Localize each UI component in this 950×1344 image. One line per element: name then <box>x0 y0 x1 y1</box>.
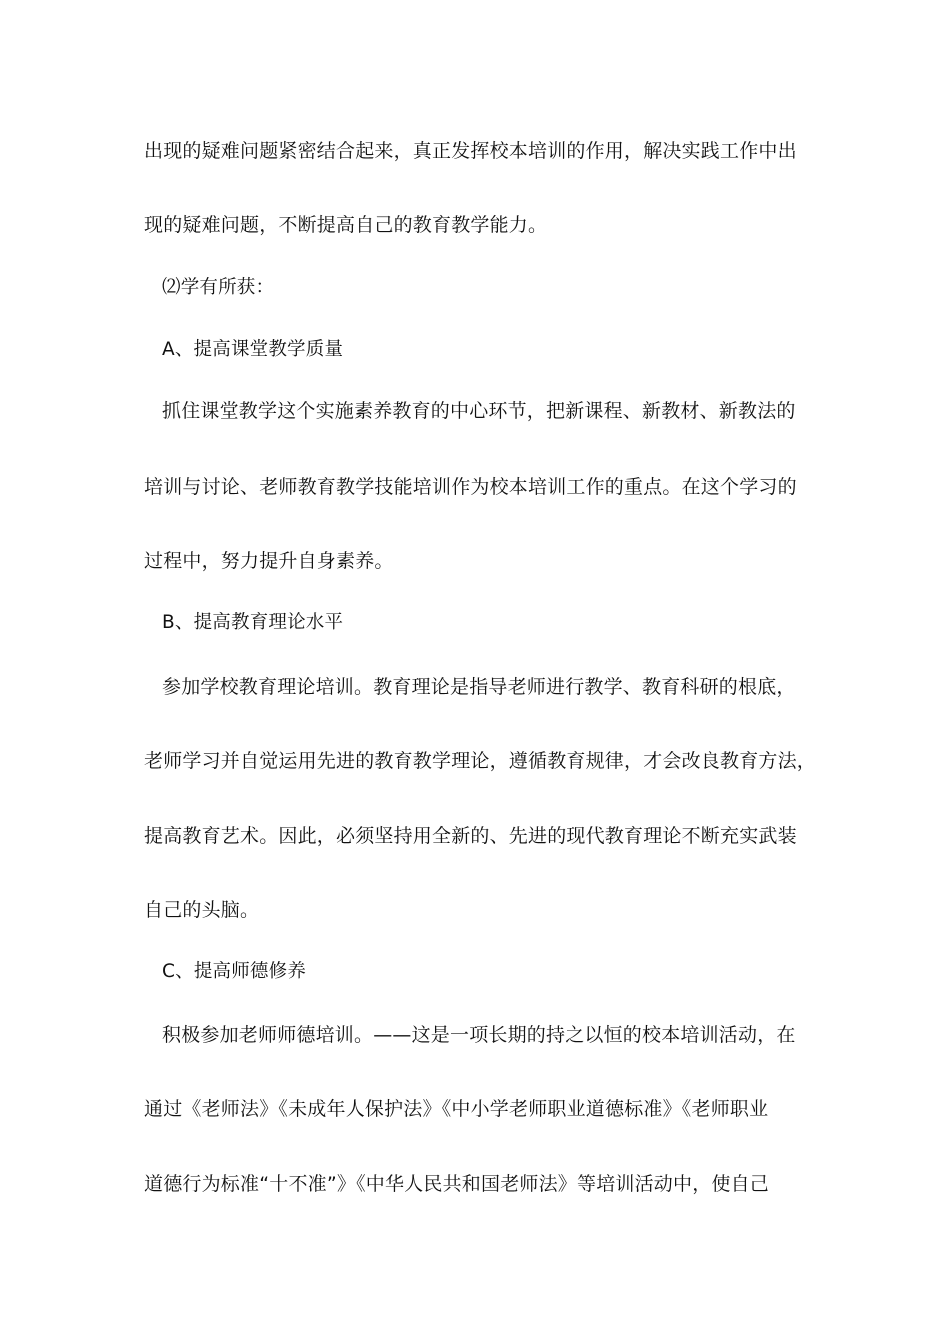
paragraph-line: 出现的疑难问题紧密结合起来，真正发挥校本培训的作用，解决实践工作中出 <box>144 140 797 162</box>
paragraph-line: 通过《老师法》《未成年人保护法》《中小学老师职业道德标准》《老师职业 <box>144 1098 769 1120</box>
paragraph-line: 参加学校教育理论培训。教育理论是指导老师进行教学、教育科研的根底， <box>162 676 796 698</box>
paragraph-line: 过程中，努力提升自身素养。 <box>144 550 394 572</box>
section-heading: ⑵学有所获： <box>162 277 275 298</box>
section-heading: A、提高课堂教学质量 <box>162 339 344 360</box>
paragraph-line: 抓住课堂教学这个实施素养教育的中心环节，把新课程、新教材、新教法的 <box>162 400 796 422</box>
paragraph-line: 现的疑难问题，不断提高自己的教育教学能力。 <box>144 214 548 236</box>
paragraph-line: 培训与讨论、老师教育教学技能培训作为校本培训工作的重点。在这个学习的 <box>144 476 797 498</box>
paragraph-line: 积极参加老师师德培训。——这是一项长期的持之以恒的校本培训活动，在 <box>162 1024 796 1046</box>
paragraph-line: 自己的头脑。 <box>144 899 260 921</box>
paragraph-line: 道德行为标准“十不准”》《中华人民共和国老师法》等培训活动中，使自己 <box>144 1173 769 1195</box>
paragraph-line: 提高教育艺术。因此，必须坚持用全新的、先进的现代教育理论不断充实武装 <box>144 825 797 847</box>
section-heading: B、提高教育理论水平 <box>162 612 344 633</box>
section-heading: C、提高师德修养 <box>162 961 307 982</box>
paragraph-line: 老师学习并自觉运用先进的教育教学理论，遵循教育规律，才会改良教育方法， <box>144 750 817 772</box>
